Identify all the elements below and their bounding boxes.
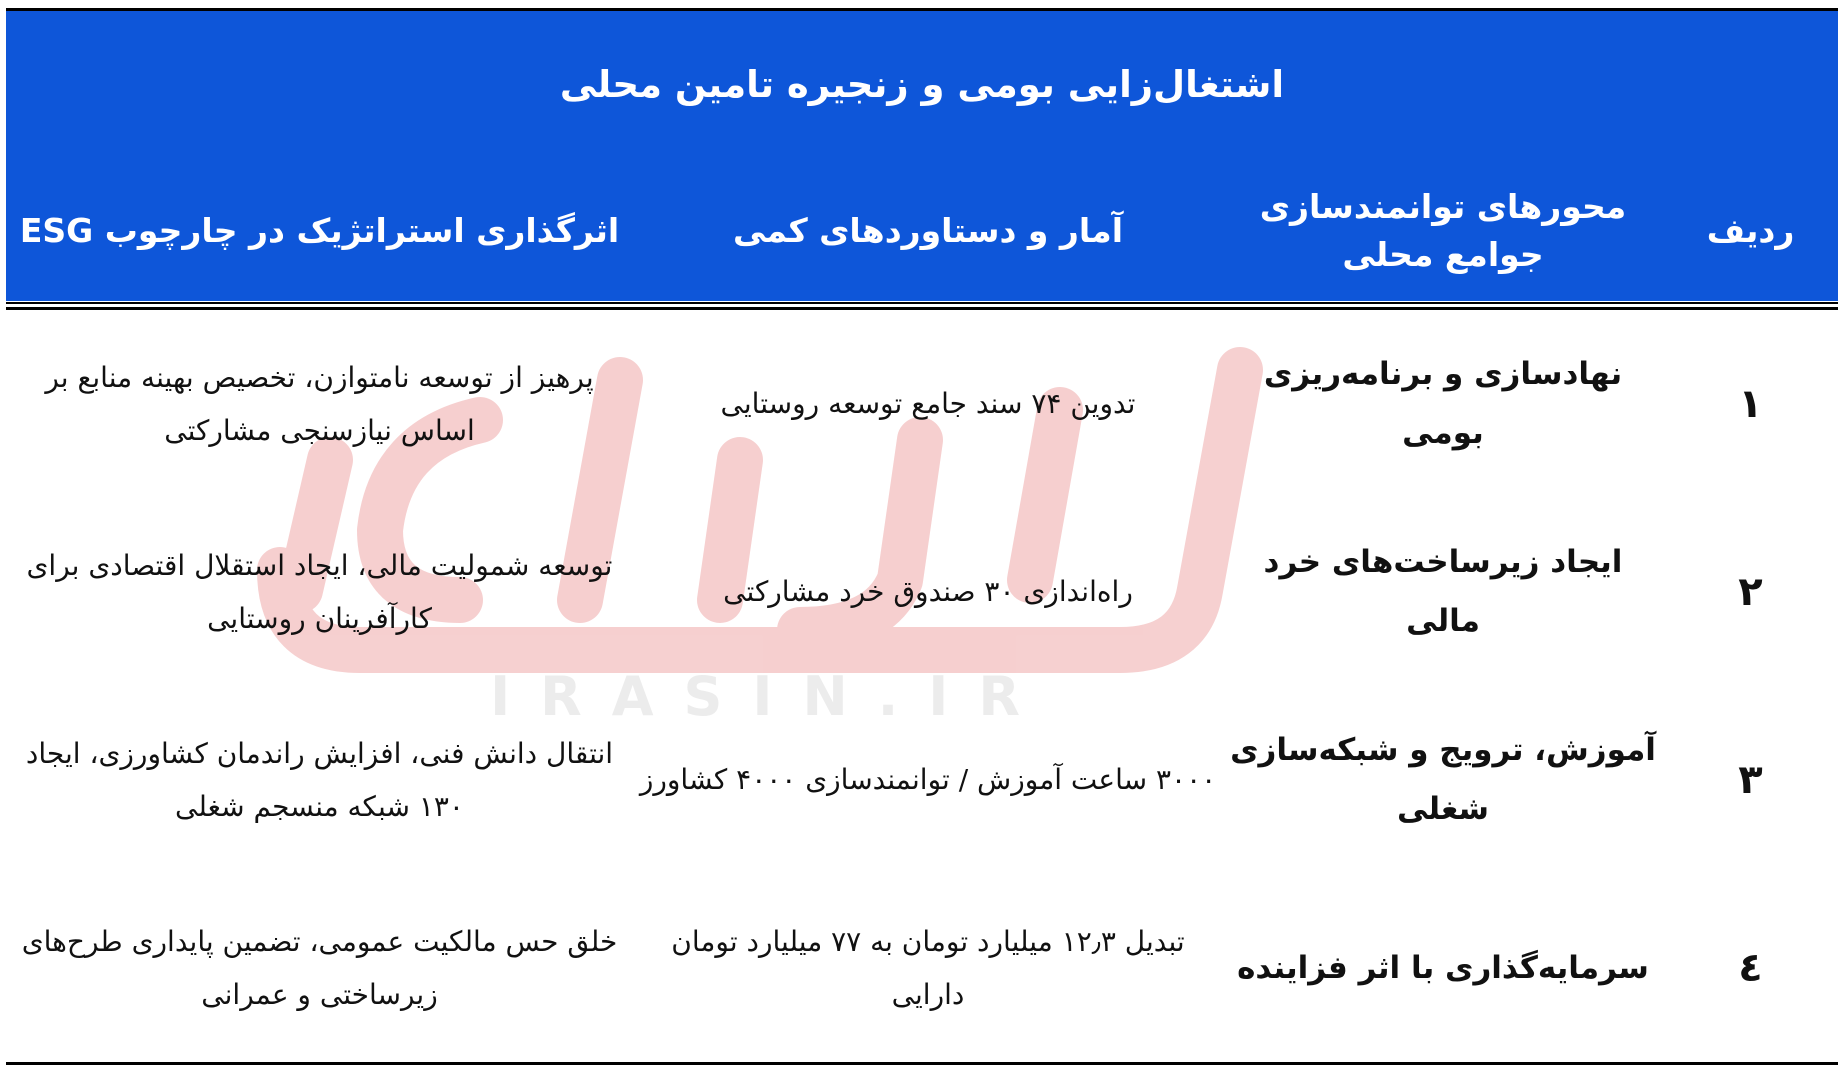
row-number: ۱ [1738, 381, 1763, 427]
stats-cell: تدوین ۷۴ سند جامع توسعه روستایی [720, 387, 1136, 421]
row-number: ۳ [1738, 757, 1763, 803]
row-number: ٤ [1738, 945, 1763, 991]
esg-table [6, 8, 1838, 1065]
table-row [6, 874, 1838, 1062]
impact-cell: پرهیز از توسعه نامتوازن، تخصیص بهینه منابع بر اساس نیازسنجی مشارکتی [45, 360, 594, 447]
axis-cell: سرمایه‌گذاری با اثر فزاینده [1237, 949, 1649, 986]
axis-cell: نهادسازی و برنامه‌ریزی بومی [1263, 356, 1623, 451]
watermark-subtext: IRASIN.IR [490, 665, 1050, 728]
table-header [6, 11, 1838, 301]
table-title: اشتغال‌زایی بومی و زنجیره تامین محلی [559, 63, 1285, 106]
table-row [6, 498, 1838, 686]
table-body [6, 310, 1838, 1062]
impact-cell: توسعه شمولیت مالی، ایجاد استقلال اقتصادی برای کارآفرینان روستایی [26, 548, 613, 635]
column-header-row-number: ردیف [1706, 211, 1795, 251]
impact-cell: خلق حس مالکیت عمومی، تضمین پایداری طرح‌های زیرساختی و عمرانی [21, 924, 618, 1011]
impact-cell: انتقال دانش فنی، افزایش راندمان کشاورزی، ایجاد ۱۳۰ شبکه منسجم شغلی [25, 736, 614, 823]
column-header-axes: محورهای توانمندسازی جوامع محلی [1259, 187, 1627, 274]
axis-cell: ایجاد زیرساخت‌های خرد مالی [1263, 544, 1623, 639]
stats-cell: راه‌اندازی ۳۰ صندوق خرد مشارکتی [723, 575, 1133, 609]
column-header-impact: اثرگذاری استراتژیک در چارچوب ESG [19, 211, 620, 251]
row-number: ۲ [1738, 569, 1763, 615]
stats-cell: تبدیل ۱۲٫۳ میلیارد تومان به ۷۷ میلیارد تومان دارایی [671, 924, 1185, 1011]
stats-cell: ۳۰۰۰ ساعت آموزش / توانمندسازی ۴۰۰۰ کشاورز [639, 763, 1217, 797]
table-row [6, 686, 1838, 874]
table-row [6, 310, 1838, 498]
header-rule [6, 302, 1838, 304]
column-header-stats: آمار و دستاوردهای کمی [732, 211, 1124, 251]
axis-cell: آموزش، ترویج و شبکه‌سازی شغلی [1230, 732, 1656, 827]
